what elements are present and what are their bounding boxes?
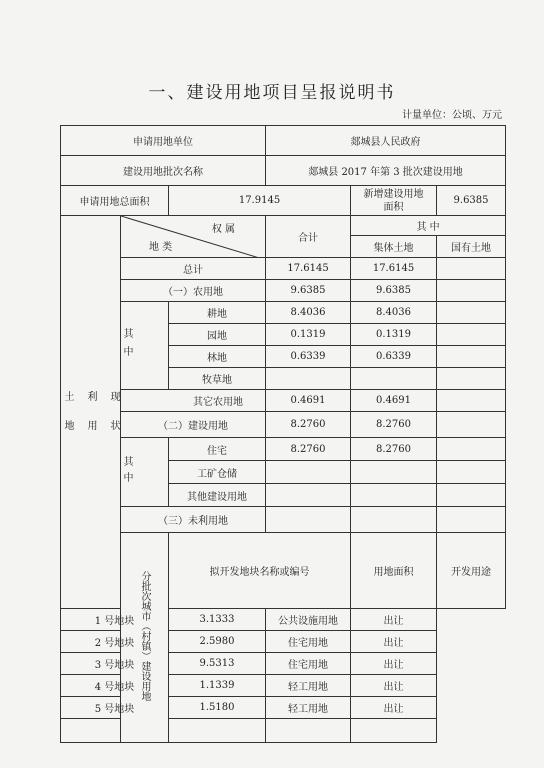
plot-row bbox=[61, 675, 506, 697]
plot-supply: 出让 bbox=[351, 631, 437, 653]
plot-row bbox=[61, 609, 506, 631]
row-state bbox=[437, 280, 506, 302]
row-collective: 0.4691 bbox=[351, 390, 437, 412]
col-among-header: 其 中 bbox=[351, 216, 506, 236]
row-label: 林地 bbox=[169, 346, 266, 368]
plot-name: 5 号地块 bbox=[61, 697, 169, 719]
side-label-col3: 现 状 bbox=[108, 390, 119, 434]
row-total: 8.2760 bbox=[266, 438, 351, 461]
agri-sub-label bbox=[121, 302, 169, 390]
plot-use: 住宅用地 bbox=[266, 653, 351, 675]
applicant-value: 郯城县人民政府 bbox=[266, 126, 506, 156]
row-label: 园地 bbox=[169, 324, 266, 346]
document-title: 一、建设用地项目呈报说明书 bbox=[148, 83, 396, 103]
row-label: 住宅 bbox=[169, 438, 266, 461]
row-collective: 8.2760 bbox=[351, 412, 437, 438]
plot-row bbox=[61, 697, 506, 719]
plot-row bbox=[61, 631, 506, 653]
plot-supply: 出让 bbox=[351, 697, 437, 719]
plot-area: 2.5980 bbox=[169, 631, 266, 653]
construction-sub-text: 其中 bbox=[121, 456, 132, 488]
applicant-label: 申请用地单位 bbox=[61, 126, 266, 156]
new-area-value: 9.6385 bbox=[437, 186, 506, 216]
plot-name bbox=[61, 719, 169, 743]
plot-name: 3 号地块 bbox=[61, 653, 169, 675]
applicant-row bbox=[61, 126, 506, 156]
row-state bbox=[437, 412, 506, 438]
land-row bbox=[61, 280, 506, 302]
land-status-side-label bbox=[61, 216, 121, 609]
plots-header-use: 开发用途 bbox=[437, 533, 506, 609]
land-row bbox=[61, 507, 506, 533]
plots-header-area: 用地面积 bbox=[351, 533, 437, 609]
plot-use: 住宅用地 bbox=[266, 631, 351, 653]
header-land-type: 地 类 bbox=[149, 242, 173, 253]
row-label: 其他建设用地 bbox=[169, 484, 266, 507]
row-state bbox=[437, 461, 506, 484]
agri-sub-text: 其中 bbox=[121, 327, 132, 364]
land-row bbox=[61, 302, 506, 324]
row-state bbox=[437, 258, 506, 280]
row-total bbox=[266, 484, 351, 507]
header-ownership: 权 属 bbox=[211, 224, 236, 235]
row-total: 8.4036 bbox=[266, 302, 351, 324]
row-total: 8.2760 bbox=[266, 412, 351, 438]
row-collective: 9.6385 bbox=[351, 280, 437, 302]
row-total: 17.6145 bbox=[266, 258, 351, 280]
batch-value: 郯城县 2017 年第 3 批次建设用地 bbox=[266, 156, 506, 186]
land-row bbox=[61, 258, 506, 280]
construction-sub-label bbox=[121, 438, 169, 507]
row-collective: 0.6339 bbox=[351, 346, 437, 368]
land-row bbox=[61, 412, 506, 438]
plot-supply bbox=[351, 719, 437, 743]
row-total bbox=[266, 507, 351, 533]
header-diagonal-cell bbox=[121, 216, 266, 258]
row-collective bbox=[351, 461, 437, 484]
plot-use: 轻工用地 bbox=[266, 697, 351, 719]
col-total-header: 合计 bbox=[266, 216, 351, 258]
plot-use: 公共设施用地 bbox=[266, 609, 351, 631]
land-row bbox=[61, 390, 506, 412]
row-state bbox=[437, 390, 506, 412]
plot-name: 1 号地块 bbox=[61, 609, 169, 631]
row-label: （二）建设用地 bbox=[121, 412, 266, 438]
plot-use bbox=[266, 719, 351, 743]
plot-row bbox=[61, 719, 506, 743]
unit-note: 计量单位：公顷、万元 bbox=[402, 110, 502, 121]
row-collective: 8.4036 bbox=[351, 302, 437, 324]
plot-area: 1.5180 bbox=[169, 697, 266, 719]
row-label: 工矿仓储 bbox=[169, 461, 266, 484]
plots-header-row bbox=[61, 533, 506, 609]
plots-header-name: 拟开发地块名称或编号 bbox=[169, 533, 351, 609]
plots-side-text: 分批次城市（村镇）建设用地 bbox=[139, 571, 150, 701]
plot-area: 3.1333 bbox=[169, 609, 266, 631]
new-area-label bbox=[351, 186, 437, 216]
row-collective bbox=[351, 507, 437, 533]
row-collective: 0.1319 bbox=[351, 324, 437, 346]
row-state bbox=[437, 368, 506, 390]
batch-row bbox=[61, 156, 506, 186]
project-table bbox=[60, 125, 506, 743]
row-label: （三）未利用地 bbox=[121, 507, 266, 533]
col-collective-header: 集体土地 bbox=[351, 236, 437, 258]
plot-area: 1.1339 bbox=[169, 675, 266, 697]
row-state bbox=[437, 438, 506, 461]
side-label-col2: 利 用 bbox=[85, 390, 96, 434]
plot-name: 2 号地块 bbox=[61, 631, 169, 653]
row-label: 耕地 bbox=[169, 302, 266, 324]
row-collective: 17.6145 bbox=[351, 258, 437, 280]
row-collective bbox=[351, 368, 437, 390]
row-total: 0.1319 bbox=[266, 324, 351, 346]
row-state bbox=[437, 324, 506, 346]
plot-name: 4 号地块 bbox=[61, 675, 169, 697]
col-state-header: 国有土地 bbox=[437, 236, 506, 258]
diagonal-line bbox=[121, 216, 266, 258]
row-total bbox=[266, 461, 351, 484]
row-total: 0.4691 bbox=[266, 390, 351, 412]
plot-area: 9.5313 bbox=[169, 653, 266, 675]
row-collective bbox=[351, 484, 437, 507]
row-label: 总计 bbox=[121, 258, 266, 280]
new-area-label-text: 新增建设用地面积 bbox=[363, 188, 424, 213]
row-state bbox=[437, 346, 506, 368]
batch-label: 建设用地批次名称 bbox=[61, 156, 266, 186]
total-area-value: 17.9145 bbox=[169, 186, 351, 216]
land-row bbox=[61, 438, 506, 461]
plot-supply: 出让 bbox=[351, 653, 437, 675]
row-total: 0.6339 bbox=[266, 346, 351, 368]
row-state bbox=[437, 484, 506, 507]
total-area-label: 申请用地总面积 bbox=[61, 186, 169, 216]
row-label: （一）农用地 bbox=[121, 280, 266, 302]
plot-supply: 出让 bbox=[351, 609, 437, 631]
plot-area bbox=[169, 719, 266, 743]
row-collective: 8.2760 bbox=[351, 438, 437, 461]
area-row bbox=[61, 186, 506, 216]
side-label-col1: 土 地 bbox=[62, 390, 73, 434]
row-state bbox=[437, 302, 506, 324]
row-label: 其它农用地 bbox=[121, 390, 266, 412]
row-state bbox=[437, 507, 506, 533]
row-total bbox=[266, 368, 351, 390]
plot-use: 轻工用地 bbox=[266, 675, 351, 697]
row-total: 9.6385 bbox=[266, 280, 351, 302]
row-label: 牧草地 bbox=[169, 368, 266, 390]
plot-row bbox=[61, 653, 506, 675]
plot-supply: 出让 bbox=[351, 675, 437, 697]
